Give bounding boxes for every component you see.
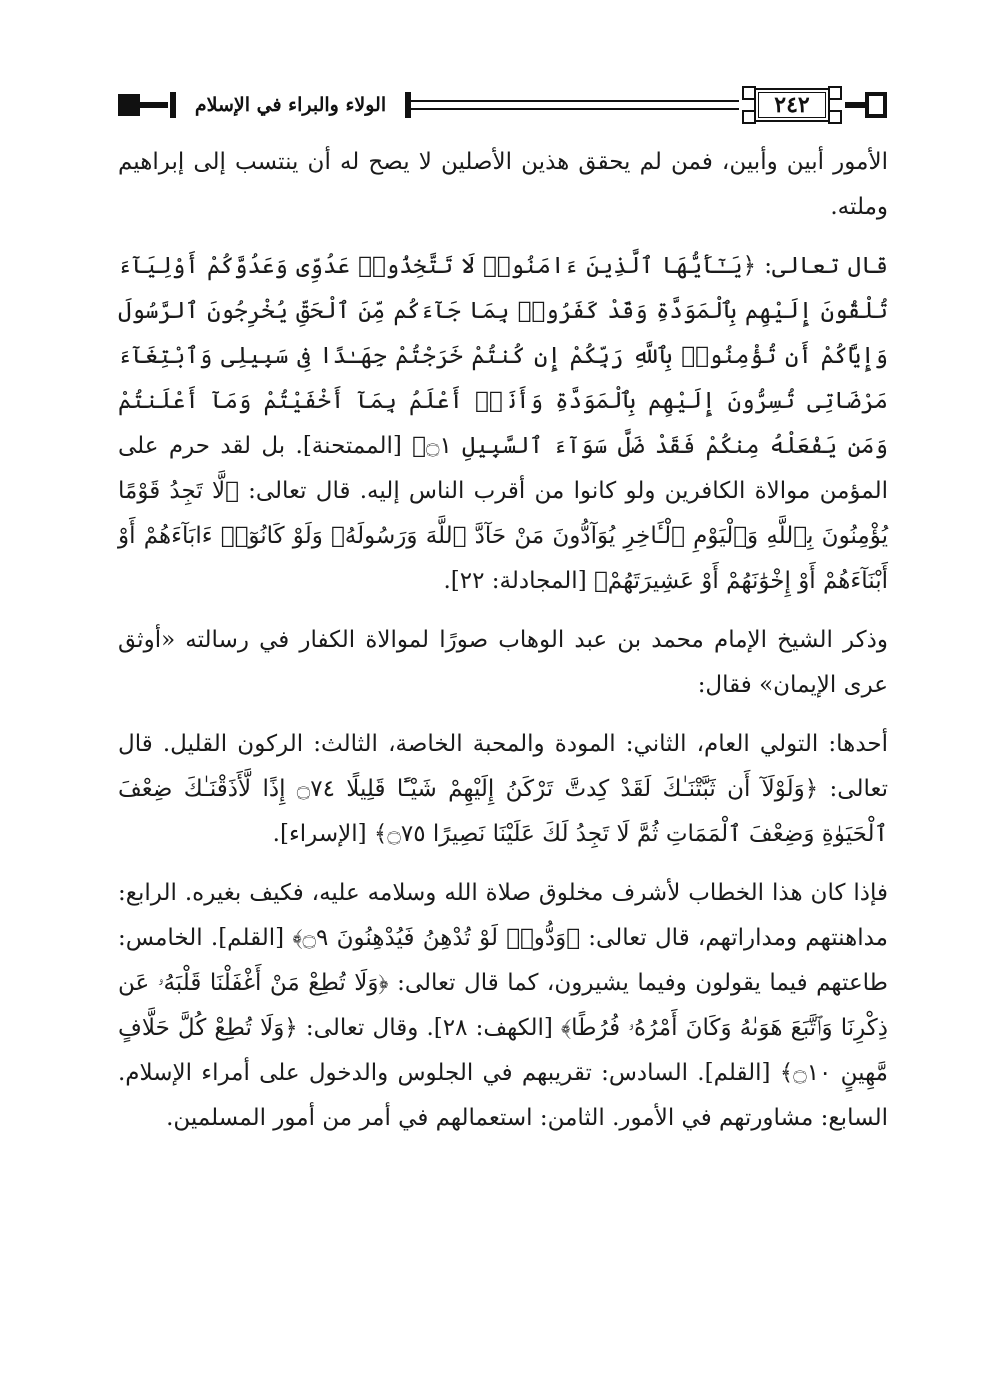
header-ornament-square: [118, 94, 140, 116]
page-header: [118, 86, 888, 124]
header-ornament-bar: [845, 102, 865, 108]
frame-corner-ornament: [828, 86, 842, 100]
header-ornament-divider: [170, 92, 176, 118]
header-ornament-bar: [140, 102, 168, 108]
paragraph-2: قال تعالى: ﴿يَـٰٓأَيُّهَا ٱلَّذِينَ ءَامَنُوا۟ لَا تَتَّخِذُوا۟ عَدُوِّى وَعَدُوَّكُمْ أَوْلِيَآءَ تُلْقُونَ إِلَيْهِم بِٱلْمَوَدَّةِ وَقَدْ كَفَرُوا۟ بِمَا جَآءَكُم مِّنَ ٱلْحَقِّ يُخْرِجُونَ ٱلرَّسُولَ وَإِيَّاكُمْ أَن تُؤْمِنُوا۟ بِٱللَّهِ رَبِّكُمْ إِن كُنتُمْ خَرَجْتُمْ جِهَـٰدًا فِى سَبِيلِى وَٱبْتِغَآءَ مَرْضَاتِى تُسِرُّونَ إِلَيْهِم بِٱلْمَوَدَّةِ وَأَنَا۠ أَعْلَمُ بِمَآ أَخْفَيْتُمْ وَمَآ أَعْلَنتُمْ وَمَن يَفْعَلْهُ مِنكُمْ فَقَدْ ضَلَّ سَوَآءَ ٱلسَّبِيلِ ۝١﴾ [الممتحنة]. بل لقد حرم على المؤمن موالاة الكافرين ولو كانوا من أقرب الناس إليه. قال تعالى: ﴿لَّا تَجِدُ قَوْمًا يُؤْمِنُونَ بِٱللَّهِ وَٱلْيَوْمِ ٱلْـَٔاخِرِ يُوَآدُّونَ مَنْ حَآدَّ ٱللَّهَ وَرَسُولَهُۥ وَلَوْ كَانُوٓا۟ ءَابَآءَهُمْ أَوْ أَبْنَآءَهُمْ أَوْ إِخْوَٰنَهُمْ أَوْ عَشِيرَتَهُمْ﴾ [المجادلة: ٢٢].: [118, 253, 889, 594]
paragraph-1: الأمور أبين وأبين، فمن لم يحقق هذين الأصلين لا يصح له أن ينتسب إلى إبراهيم وملته.: [118, 149, 888, 220]
paragraph-4: أحدها: التولي العام، الثاني: المودة والمحبة الخاصة، الثالث: الركون القليل. قال تعالى: ﴿وَلَوْلَآ أَن ثَبَّتْنَـٰكَ لَقَدْ كِدتَّ تَرْكَنُ إِلَيْهِمْ شَيْـًٔا قَلِيلًا ۝٧٤ إِذًا لَّأَذَقْنَـٰكَ ضِعْفَ ٱلْحَيَوٰةِ وَضِعْفَ ٱلْمَمَاتِ ثُمَّ لَا تَجِدُ لَكَ عَلَيْنَا نَصِيرًا ۝٧٥﴾ [الإسراء].: [118, 731, 888, 847]
body-text: [118, 140, 888, 1141]
paragraph-3: وذكر الشيخ الإمام محمد بن عبد الوهاب صورًا لموالاة الكفار في رسالته «أوثق عرى الإيمان» فقال:: [118, 627, 888, 698]
page-number-frame: [740, 86, 844, 124]
paragraph-5: فإذا كان هذا الخطاب لأشرف مخلوق صلاة الله وسلامه عليه، فكيف بغيره. الرابع: مداهنتهم ومداراتهم، قال تعالى: ﴿وَدُّوا۟ لَوْ تُدْهِنُ فَيُدْهِنُونَ ۝٩﴾ [القلم]. الخامس: طاعتهم فيما يقولون وفيما يشيرون، كما قال تعالى: ﴿وَلَا تُطِعْ مَنْ أَغْفَلْنَا قَلْبَهُۥ عَن ذِكْرِنَا وَٱتَّبَعَ هَوَىٰهُ وَكَانَ أَمْرُهُۥ فُرُطًا﴾ [الكهف: ٢٨]. وقال تعالى: ﴿وَلَا تُطِعْ كُلَّ حَلَّافٍ مَّهِينٍ ۝١٠﴾ [القلم]. السادس: تقريبهم في الجلوس والدخول على أمراء الإسلام. السابع: مشاورتهم في الأمور. الثامن: استعمالهم في أمر من أمور المسلمين.: [118, 880, 888, 1131]
running-title: الولاء والبراء في الإسلام: [194, 94, 387, 116]
frame-corner-ornament: [828, 110, 842, 124]
header-rule: [411, 100, 739, 110]
header-ornament-square-outline: [865, 92, 887, 118]
page-number: ٢٤٢: [774, 92, 810, 118]
